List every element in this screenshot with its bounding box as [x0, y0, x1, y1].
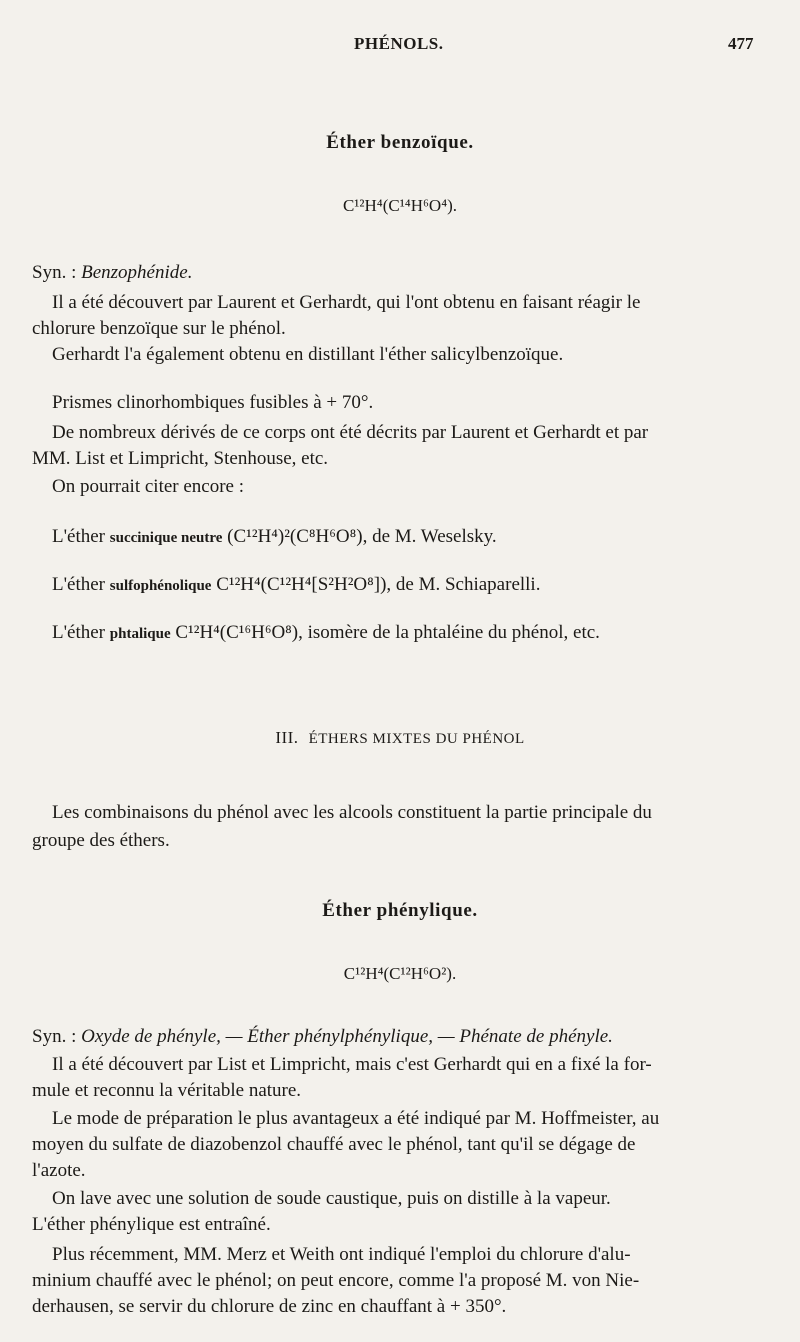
- item-name: succinique neutre: [109, 530, 223, 546]
- paragraph-line: Plus récemment, MM. Merz et Weith ont indiqué l'emploi du chlorure d'alu-: [52, 1244, 631, 1265]
- heading-ether-benzoique: Éther benzoïque.: [326, 132, 474, 153]
- paragraph-line: De nombreux dérivés de ce corps ont été décrits par Laurent et Gerhardt et par: [52, 422, 649, 443]
- paragraph-line: groupe des éthers.: [32, 830, 170, 851]
- paragraph-line: On lave avec une solution de soude caustique, puis on distille à la vapeur.: [52, 1188, 611, 1209]
- item-name: phtalique: [109, 626, 171, 642]
- paragraph-line: MM. List et Limpricht, Stenhouse, etc.: [32, 448, 329, 469]
- formula-ether-benzoique: C¹²H⁴(C¹⁴H⁶O⁴).: [342, 196, 458, 215]
- ether-item-phtalique: [52, 622, 600, 644]
- running-title: PHÉNOLS.: [354, 34, 444, 53]
- ether-item-succinique: [52, 526, 497, 548]
- page-header: [0, 28, 800, 58]
- paragraph-line: Il a été découvert par Laurent et Gerhardt, qui l'ont obtenu en faisant réagir le: [52, 292, 641, 313]
- section-number: III.: [275, 728, 299, 747]
- syn-value: Oxyde de phényle, — Éther phénylphénylique, — Phénate de phényle.: [81, 1026, 613, 1047]
- section-title-ethers-mixtes: [0, 728, 800, 748]
- section-name: ÉTHERS MIXTES DU PHÉNOL: [308, 731, 525, 747]
- paragraph-line: Les combinaisons du phénol avec les alcools constituent la partie principale du: [52, 802, 652, 823]
- paragraph-line: mule et reconnu la véritable nature.: [32, 1080, 302, 1101]
- syn-label: Syn. :: [32, 1026, 82, 1047]
- paragraph-line: Prismes clinorhombiques fusibles à + 70°.: [52, 392, 374, 413]
- paragraph-line: derhausen, se servir du chlorure de zinc en chauffant à + 350°.: [32, 1296, 507, 1317]
- item-lead: L'éther: [52, 622, 110, 643]
- paragraph-line: L'éther phénylique est entraîné.: [32, 1214, 271, 1235]
- paragraph-line: Il a été découvert par List et Limpricht, mais c'est Gerhardt qui en a fixé la for-: [52, 1054, 652, 1075]
- syn-label: Syn. :: [32, 262, 82, 283]
- heading-ether-phenylique: Éther phénylique.: [322, 900, 478, 921]
- item-name: sulfophénolique: [109, 578, 212, 594]
- item-lead: L'éther: [52, 526, 110, 547]
- synonym-line: [32, 1026, 613, 1048]
- paragraph-line: moyen du sulfate de diazobenzol chauffé avec le phénol, tant qu'il se dégage de: [32, 1134, 636, 1155]
- paragraph-line: Gerhardt l'a également obtenu en distillant l'éther salicylbenzoïque.: [52, 344, 564, 365]
- synonym-line: [32, 262, 192, 284]
- page-number: 477: [728, 34, 754, 53]
- ether-item-sulfophenolique: [52, 574, 540, 596]
- syn-value: Benzophénide.: [81, 262, 193, 283]
- paragraph-line: chlorure benzoïque sur le phénol.: [32, 318, 286, 339]
- item-lead: L'éther: [52, 574, 110, 595]
- item-rest: C¹²H⁴(C¹⁶H⁶O⁸), isomère de la phtaléine du phénol, etc.: [170, 622, 600, 643]
- formula-ether-phenylique: C¹²H⁴(C¹²H⁶O²).: [343, 964, 457, 983]
- paragraph-line: On pourrait citer encore :: [52, 476, 245, 497]
- item-rest: C¹²H⁴(C¹²H⁴[S²H²O⁸]), de M. Schiaparelli.: [211, 574, 541, 595]
- paragraph-line: Le mode de préparation le plus avantageux a été indiqué par M. Hoffmeister, au: [52, 1108, 660, 1129]
- paragraph-line: minium chauffé avec le phénol; on peut encore, comme l'a proposé M. von Nie-: [32, 1270, 640, 1291]
- item-rest: (C¹²H⁴)²(C⁸H⁶O⁸), de M. Weselsky.: [222, 526, 497, 547]
- paragraph-line: l'azote.: [32, 1160, 86, 1181]
